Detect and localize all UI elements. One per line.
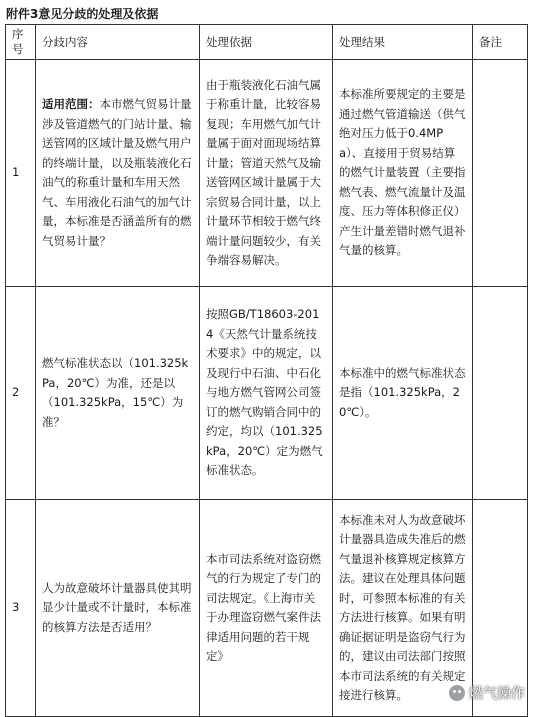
header-remark: 备注 [473,25,528,60]
cell-result: 本标准所要规定的主要是通过燃气管道输送（供气绝对压力低于0.4MPa）、直接用于贸易结算的燃气计量装置（主要指燃气表、燃气流量计及温度、压力等体积修正仪）产生计量差错时燃气退补气量的核算。 [333,60,473,287]
cell-result: 本标准未对人为故意破坏计量器具造成失准后的燃气量退补核算规定核算方法。建议在处理具体问题时，可参照本标准的有关方法进行核算。如果有明确证据证明是盗窃气行为的，建议由司法部门按照本市司法系统的有关规定接进行核算。 [333,500,473,717]
table-row [6,60,528,287]
cell-basis: 由于瓶装液化石油气属于称重计量，比较容易复现；车用燃气加气计量属于面对面现场结算计量；管道天然气及输送管网区域计量属于大宗贸易合同计量，以上计量环节相较于燃气终端计量问题较少，有关争端容易解决。 [200,60,333,287]
cell-index: 1 [6,60,36,287]
disagreement-table [5,24,528,717]
cell-content: 燃气标准状态以（101.325kPa，20℃）为准，还是以（101.325kPa，15℃）为准？ [36,287,200,500]
watermark [449,683,525,703]
cell-result: 本标准中的燃气标准状态是指（101.325kPa，20℃）。 [333,287,473,500]
scope-label: 适用范围： [42,97,100,111]
page-title: 附件3意见分歧的处理及依据 [6,7,159,21]
header-result: 处理结果 [333,25,473,60]
header-row [6,25,528,60]
table-row [6,287,528,500]
header-content: 分歧内容 [36,25,200,60]
cell-content [36,60,200,287]
cell-index: 3 [6,500,36,717]
cell-basis: 本市司法系统对盗窃燃气的行为规定了专门的司法规定。《上海市关于办理盗窃燃气案件法律适用问题的若干规定》 [200,500,333,717]
cell-content-text: 本市燃气贸易计量涉及管道燃气的门站计量、输送管网的区域计量及燃气用户的终端计量，以及瓶装液化石油气的称重计量和车用天然气、车用液化石油气的加气计量，本标准是否涵盖所有的燃气贸易计量？ [42,97,192,248]
cell-remark [473,60,528,287]
wechat-icon [449,685,465,701]
cell-index: 2 [6,287,36,500]
cell-content: 人为故意破坏计量器具使其明显少计量或不计量时，本标准的核算方法是否适用？ [36,500,200,717]
cell-basis: 按照GB/T18603-2014《天然气计量系统技术要求》中的规定，以及现行中石油、中石化与地方燃气管网公司签订的燃气购销合同中的约定，均以（101.325kPa，20℃）定为燃气标准状态。 [200,287,333,500]
header-index: 序号 [6,25,36,60]
header-basis: 处理依据 [200,25,333,60]
cell-remark [473,287,528,500]
watermark-text: 燃气操作 [469,686,525,702]
